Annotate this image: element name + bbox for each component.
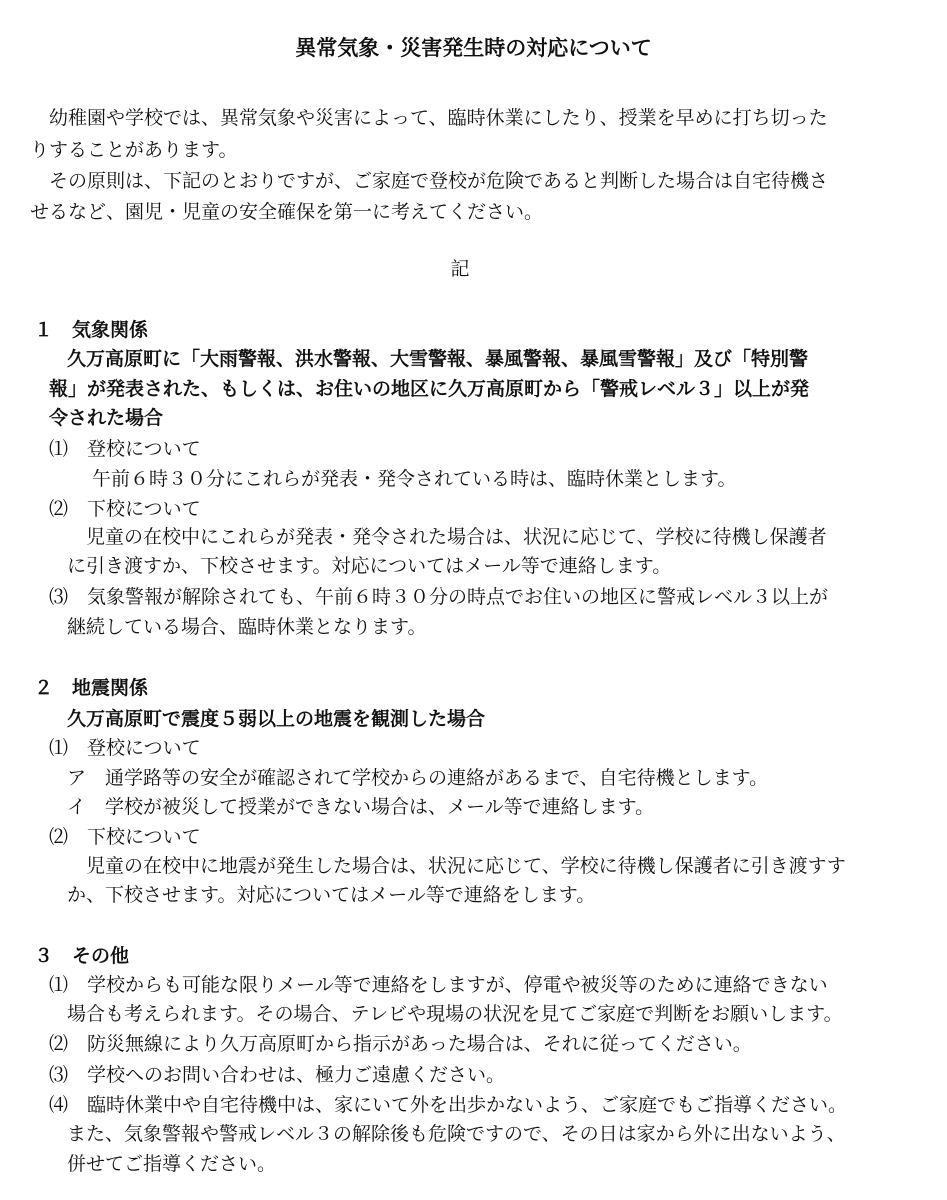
section-heading-earthquake: ２ 地震関係 [34,677,149,699]
section2-item1-i: イ 学校が被災して授業ができない場合は、メール等で連絡します。 [67,796,655,818]
section2-item1-head: ⑴ 登校について [49,737,201,759]
section3-item4: ⑷ 臨時休業中や自宅待機中は、家にいて外を出歩かないよう、ご家庭でもご指導ください。 [49,1094,848,1116]
section2-item2-head: ⑵ 下校について [49,826,201,848]
section3-item2: ⑵ 防災無線により久万高原町から指示があった場合は、それに従ってください。 [49,1033,752,1055]
section1-item2-body: 児童の在校中にこれらが発表・発令された場合は、状況に応じて、学校に待機し保護者 [86,526,827,548]
section3-item3: ⑶ 学校へのお問い合わせは、極力ご遠慮ください。 [49,1064,506,1086]
ki-marker: 記 [450,258,470,280]
section1-item2-body: に引き渡すか、下校させます。対応についてはメール等で連絡します。 [67,555,672,577]
section1-item2-head: ⑵ 下校について [49,498,201,520]
section2-item2-body: か、下校させます。対応についてはメール等で連絡をします。 [67,884,596,906]
section-heading-other: ３ その他 [34,945,130,967]
section1-item1-body: 午前６時３０分にこれらが発表・発令されている時は、臨時休業とします。 [92,468,737,490]
intro-line: その原則は、下記のとおりですが、ご家庭で登校が危険であると判断した場合は自宅待機さ [30,170,829,192]
section3-item4: また、気象警報や警戒レベル３の解除後も危険ですので、その日は家から外に出ないよう、 [67,1123,846,1145]
section2-item2-body: 児童の在校中に地震が発生した場合は、状況に応じて、学校に待機し保護者に引き渡すす [86,855,846,877]
page-title: 異常気象・災害発生時の対応について [295,36,652,60]
section1-item3: ⑶ 気象警報が解除されても、午前６時３０分の時点でお住いの地区に警戒レベル３以上が [49,586,829,608]
section3-item1: ⑴ 学校からも可能な限りメール等で連絡をしますが、停電や被災等のために連絡できない [49,974,828,996]
intro-line: りすることがあります。 [30,139,238,161]
section1-condition-line: 令された場合 [49,407,164,429]
section1-item1-head: ⑴ 登校について [49,438,201,460]
section2-condition: 久万高原町で震度５弱以上の地震を観測した場合 [67,708,486,730]
intro-line: せるなど、園児・児童の安全確保を第一に考えてください。 [30,201,544,223]
section3-item1: 場合も考えられます。その場合、テレビや現場の状況を見てご家庭で判断をお願いします。 [67,1003,843,1025]
section3-item4: 併せてご指導ください。 [67,1153,277,1175]
section1-condition-line: 報」が発表された、もしくは、お住いの地区に久万高原町から「警戒レベル３」以上が発 [49,378,810,400]
section-heading-weather: １ 気象関係 [34,319,149,341]
intro-line: 幼稚園や学校では、異常気象や災害によって、臨時休業にしたり、授業を早めに打ち切った [30,107,828,129]
section2-item1-a: ア 通学路等の安全が確認されて学校からの連絡があるまで、自宅待機とします。 [67,767,769,789]
section1-condition-line: 久万高原町に「大雨警報、洪水警報、大雪警報、暴風警報、暴風雪警報」及び「特別警 [67,348,809,370]
section1-item3: 継続している場合、臨時休業となります。 [67,616,427,638]
